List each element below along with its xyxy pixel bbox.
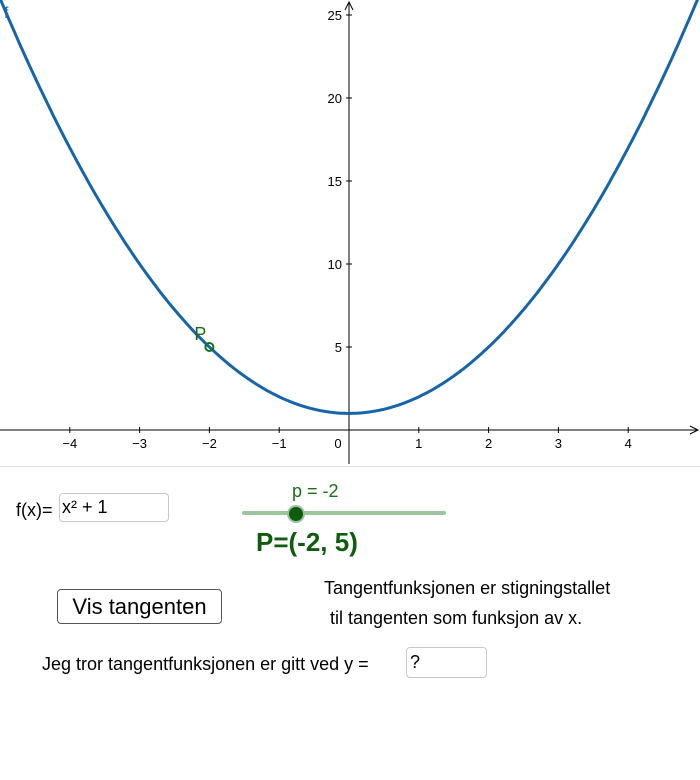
x-tick-label: −2 xyxy=(201,436,217,451)
point-coordinates: P=(-2, 5) xyxy=(256,527,358,557)
y-tick-label: 5 xyxy=(334,340,342,355)
show-tangent-button[interactable]: Vis tangenten xyxy=(57,589,222,624)
slider-thumb[interactable] xyxy=(287,505,305,523)
point-p-label: P xyxy=(194,324,207,344)
axes xyxy=(0,2,698,464)
description-line-1: Tangentfunksjonen er stigningstallet xyxy=(324,578,611,598)
y-tick-label: 20 xyxy=(327,91,342,106)
x-tick-label: −3 xyxy=(132,436,148,451)
y-tick-label: 25 xyxy=(327,8,342,23)
x-tick-label: 0 xyxy=(334,436,342,451)
x-tick-label: 4 xyxy=(624,436,632,451)
p-slider[interactable] xyxy=(242,504,448,522)
y-tick-label: 15 xyxy=(327,174,342,189)
x-tick-label: 2 xyxy=(484,436,493,451)
function-input[interactable]: x² + 1 xyxy=(59,493,169,522)
description-line-2: til tangenten som funksjon av x. xyxy=(330,608,583,628)
guess-input[interactable]: ? xyxy=(406,647,487,678)
slider-track[interactable] xyxy=(242,511,446,515)
y-tick-label: 10 xyxy=(327,257,342,272)
x-tick-label: −4 xyxy=(62,436,78,451)
x-tick-label: 3 xyxy=(554,436,563,451)
x-tick-label: −1 xyxy=(271,436,287,451)
x-tick-label: 1 xyxy=(415,436,423,451)
tick-labels xyxy=(62,8,631,451)
function-label: f xyxy=(4,5,9,22)
guess-label: Jeg tror tangentfunksjonen er gitt ved y = xyxy=(42,654,369,674)
slider-label: p = -2 xyxy=(292,481,339,501)
graph-divider xyxy=(0,466,700,467)
function-input-label: f(x)= xyxy=(16,500,53,520)
